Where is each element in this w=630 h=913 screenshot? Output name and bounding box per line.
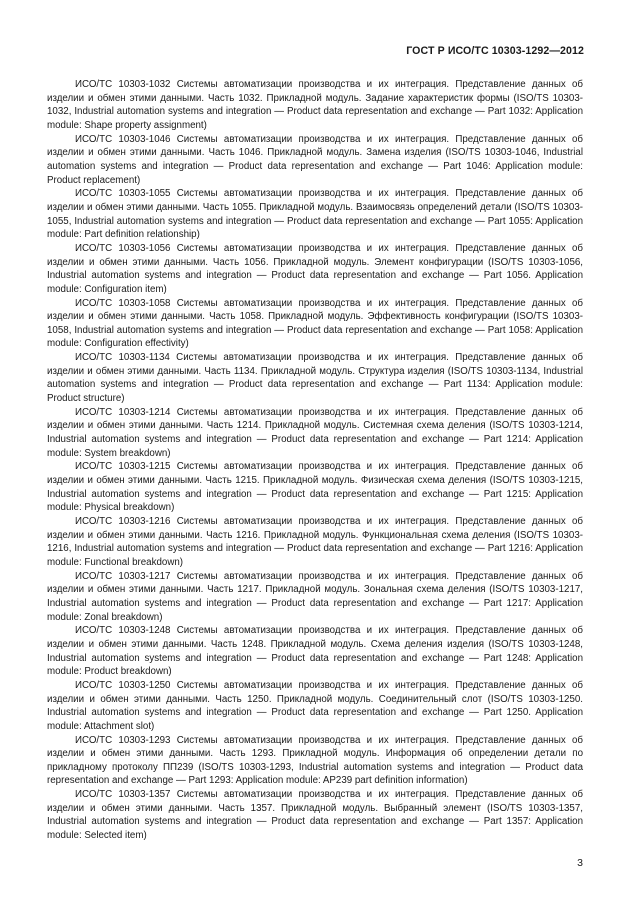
standard-code-header: ГОСТ Р ИСО/ТС 10303-1292—2012: [406, 45, 584, 57]
reference-1293: ИСО/ТС 10303-1293 Системы автоматизации производства и их интеграция. Представление данных об изделии и обмен этими данными. Часть 1293. Прикладной модуль. Информация об определении детали по прикладному протоколу ПП239 (ISO/TS 10303-1293, Industrial automation systems and integration — Product data representation and exchange — Part 1293: Application module: AP239 part definition information): [47, 734, 583, 787]
reference-1216: ИСО/ТС 10303-1216 Системы автоматизации производства и их интеграция. Представление данных об изделии и обмен этими данными. Часть 1216. Прикладной модуль. Функциональная схема деления (ISO/TS 10303-1216, Industrial automation systems and integration — Product data representation and exchange — Part 1216: Application module: Functional breakdown): [47, 516, 583, 568]
reference-1250: ИСО/ТС 10303-1250 Системы автоматизации производства и их интеграция. Представление данных об изделии и обмен этими данными. Часть 1250. Прикладной модуль. Соединительный слот (ISO/TS 10303-1250. Industrial automation systems and integration — Product data representation and exchange — Part 1250. Application module: Attachment slot): [47, 679, 583, 732]
reference-1134: ИСО/ТС 10303-1134 Системы автоматизации производства и их интеграция. Представление данных об изделии и обмен этими данными. Часть 1134. Прикладной модуль. Структура изделия (ISO/TS 10303-1134, Industrial automation systems and integration — Product data representation and exchange — Part 1134: Application module: Product structure): [47, 352, 583, 405]
reference-1214: ИСО/ТС 10303-1214 Системы автоматизации производства и их интеграция. Представление данных об изделии и обмен этими данными. Часть 1214. Прикладной модуль. Системная схема деления (ISO/TS 10303-1214, Industrial automation systems and integration — Product data representation and exchange — Part 1214: Application module: System breakdown): [47, 406, 583, 459]
reference-1046: ИСО/ТС 10303-1046 Системы автоматизации производства и их интеграция. Представление данных об изделии и обмен этими данными. Часть 1046. Прикладной модуль. Замена изделия (ISO/TS 10303-1046, Industrial automation systems and integration — Product data representation and exchange — Part 1046: Application module: Product replacement): [47, 133, 583, 186]
reference-1217: ИСО/ТС 10303-1217 Системы автоматизации производства и их интеграция. Представление данных об изделии и обмен этими данными. Часть 1217. Прикладной модуль. Зональная схема деления (ISO/TS 10303-1217, Industrial automation systems and integration — Product data representation and exchange — Part 1217: Application module: Zonal breakdown): [47, 570, 583, 623]
reference-1056: ИСО/ТС 10303-1056 Системы автоматизации производства и их интеграция. Представление данных об изделии и обмен этими данными. Часть 1056. Прикладной модуль. Элемент конфигурации (ISO/TS 10303-1056, Industrial automation systems and integration — Product data representation and exchange — Part 1056. Application module: Configuration item): [47, 242, 583, 295]
reference-1215: ИСО/ТС 10303-1215 Системы автоматизации производства и их интеграция. Представление данных об изделии и обмен этими данными. Часть 1215. Прикладной модуль. Физическая схема деления (ISO/TS 10303-1215, Industrial automation systems and integration — Product data representation and exchange — Part 1215: Application module: Physical breakdown): [47, 461, 583, 514]
reference-1055: ИСО/ТС 10303-1055 Системы автоматизации производства и их интеграция. Представление данных об изделии и обмен этими данными. Часть 1055. Прикладной модуль. Взаимосвязь определений детали (ISO/TS 10303-1055, Industrial automation systems and integration — Product data representation and exchange — Part 1055: Application module: Part definition relationship): [47, 188, 583, 241]
reference-1248: ИСО/ТС 10303-1248 Системы автоматизации производства и их интеграция. Представление данных об изделии и обмен этими данными. Часть 1248. Прикладной модуль. Схема деления изделия (ISO/TS 10303-1248, Industrial automation systems and integration — Product data representation and exchange — Part 1248: Application module: Product breakdown): [47, 625, 583, 678]
reference-1058: ИСО/ТС 10303-1058 Системы автоматизации производства и их интеграция. Представление данных об изделии и обмен этими данными. Часть 1058. Прикладной модуль. Эффективность конфигурации (ISO/TS 10303-1058, Industrial automation systems and integration — Product data representation and exchange — Part 1058: Application module: Configuration effectivity): [47, 297, 583, 350]
normative-references-list: [47, 78, 583, 843]
reference-1357: ИСО/ТС 10303-1357 Системы автоматизации производства и их интеграция. Представление данных об изделии и обмен этими данными. Часть 1357. Прикладной модуль. Выбранный элемент (ISO/TS 10303-1357, Industrial automation systems and integration — Product data representation and exchange — Part 1357: Application module: Selected item): [47, 789, 583, 842]
reference-1032: ИСО/ТС 10303-1032 Системы автоматизации производства и их интеграция. Представление данных об изделии и обмен этими данными. Часть 1032. Прикладной модуль. Задание характеристик формы (ISO/TS 10303-1032, Industrial automation systems and integration — Product data representation and exchange — Part 1032: Application module: Shape property assignment): [47, 79, 583, 131]
page-number: 3: [577, 857, 583, 869]
